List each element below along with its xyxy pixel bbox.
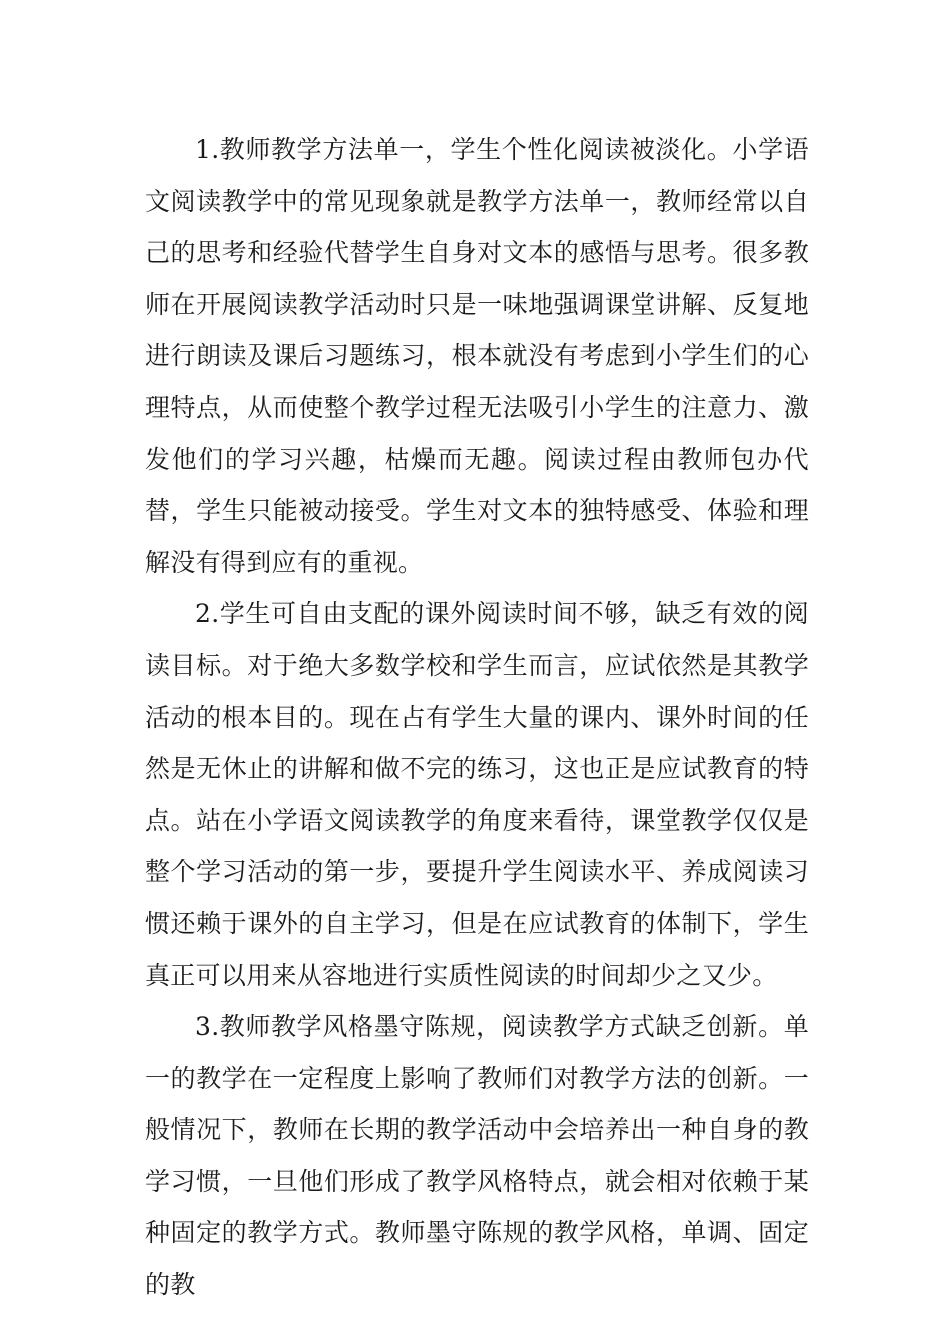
document-body [145,124,809,1311]
paragraph-1: 1.教师教学方法单一，学生个性化阅读被淡化。小学语文阅读教学中的常见现象就是教学方法单一，教师经常以自己的思考和经验代替学生自身对文本的感悟与思考。很多教师在开展阅读教学活动时只是一味地强调课堂讲解、反复地进行朗读及课后习题练习，根本就没有考虑到小学生们的心理特点，从而使整个教学过程无法吸引小学生的注意力、激发他们的学习兴趣，枯燥而无趣。阅读过程由教师包办代替，学生只能被动接受。学生对文本的独特感受、体验和理解没有得到应有的重视。 [145,135,809,577]
paragraph-2: 2.学生可自由支配的课外阅读时间不够，缺乏有效的阅读目标。对于绝大多数学校和学生而言，应试依然是其教学活动的根本目的。现在占有学生大量的课内、课外时间的任然是无休止的讲解和做不完的练习，这也正是应试教育的特点。站在小学语文阅读教学的角度来看待，课堂教学仅仅是整个学习活动的第一步，要提升学生阅读水平、养成阅读习惯还赖于课外的自主学习，但是在应试教育的体制下，学生真正可以用来从容地进行实质性阅读的时间却少之又少。 [145,599,809,990]
paragraph-3: 3.教师教学风格墨守陈规，阅读教学方式缺乏创新。单一的教学在一定程度上影响了教师们对教学方法的创新。一般情况下，教师在长期的教学活动中会培养出一种自身的教学习惯，一旦他们形成了教学风格特点，就会相对依赖于某种固定的教学方式。教师墨守陈规的教学风格，单调、固定的教 [145,1012,809,1300]
